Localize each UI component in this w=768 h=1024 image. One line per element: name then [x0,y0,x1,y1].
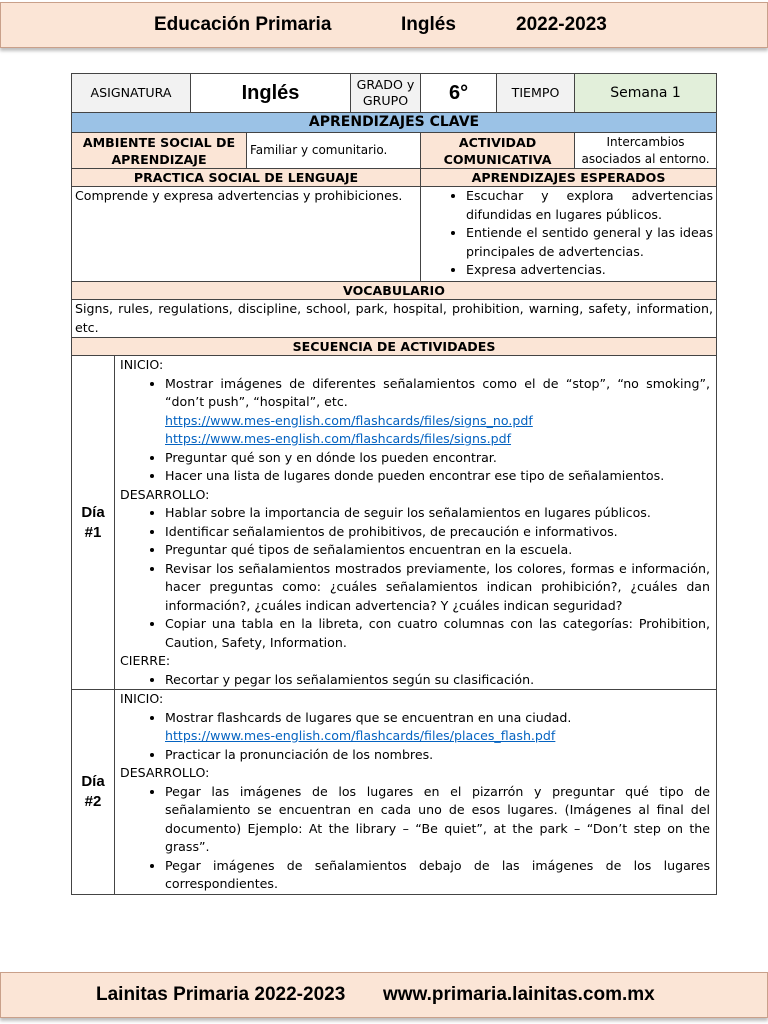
actividad-label: ACTIVIDAD COMUNICATIVA [421,133,575,169]
asignatura-value: Inglés [191,74,351,113]
ambiente-label: AMBIENTE SOCIAL DE APRENDIZAJE [72,133,247,169]
list-item: Mostrar imágenes de diferentes señalamientos como el de “stop”, “no smoking”, “don’t push”, “hospital”, etc. [165,375,711,409]
header-subject: Inglés [401,14,456,35]
day1-desarrollo-heading: DESARROLLO: [120,486,210,502]
list-item: • Hacer una lista de lugares donde pueden encontrar ese tipo de señalamientos. [165,467,710,486]
header-year: 2022-2023 [516,14,607,35]
list-item: • Preguntar qué son y en dónde los pueden encontrar. [165,449,710,468]
list-item: • Recortar y pegar los señalamientos según su clasificación. [165,671,710,690]
info-row [72,74,717,113]
day1-label: Día #1 [72,356,115,690]
vocabulario-value: Signs, rules, regulations, discipline, school, park, hospital, prohibition, warning, safety, information, etc. [72,300,717,338]
places-flash-link[interactable]: https://www.mes-english.com/flashcards/files/places_flash.pdf [165,728,556,743]
grado-value: 6° [421,74,497,113]
secuencia-label: SECUENCIA DE ACTIVIDADES [72,338,717,356]
list-item: • Expresa advertencias. [466,261,713,280]
actividad-value: Intercambios asociados al entorno. [575,133,717,169]
lesson-plan-table [71,73,717,895]
tiempo-label: TIEMPO [497,74,575,113]
aprendizajes-clave-heading: APRENDIZAJES CLAVE [72,113,717,133]
footer-url: www.primaria.lainitas.com.mx [383,984,655,1005]
day1-cierre-heading: CIERRE: [120,653,171,668]
list-item: • Pegar las imágenes de los lugares en el pizarrón y preguntar qué tipo de señalamiento se encuentran en cada uno de esos lugares. (Imágenes al final del documento) Ejemplo: At the library – “Be quiet”, at the park – “Don’t step on the grass”. [165,783,710,857]
aprendizajes-list-cell [421,187,717,282]
tiempo-value: Semana 1 [575,74,717,113]
header-level: Educación Primaria [154,14,332,35]
list-item: • Revisar los señalamientos mostrados previamente, los colores, formas e información, hacer preguntas como: ¿cuáles señalamientos indican prohibición?, ¿cuáles dan información?, ¿cuáles indican advertencia? Y ¿cuáles indican seguridad? [165,560,710,616]
list-item: Mostrar flashcards de lugares que se encuentran en una ciudad. [165,709,572,725]
list-item: • Practicar la pronunciación de los nombres. [165,746,710,765]
day1-inicio-heading: INICIO: [120,357,164,372]
day2-label: Día #2 [72,690,115,895]
signs-no-link[interactable]: https://www.mes-english.com/flashcards/files/signs_no.pdf [165,412,533,428]
list-item: • Identificar señalamientos de prohibitivos, de precaución e informativos. [165,523,710,542]
list-item: • Hablar sobre la importancia de seguir los señalamientos en lugares públicos. [165,504,710,523]
aprendizajes-label: APRENDIZAJES ESPERADOS [421,169,717,187]
grado-label: GRADO y GRUPO [351,74,421,113]
header-banner [0,2,768,48]
day2-inicio-heading: INICIO: [120,691,164,706]
day2-content [115,690,717,895]
day2-row [72,690,717,895]
asignatura-label: ASIGNATURA [72,74,191,113]
footer-brand: Lainitas Primaria 2022-2023 [96,984,346,1005]
list-item: • Pegar imágenes de señalamientos debajo de las imágenes de los lugares correspondientes. [165,857,710,894]
day1-content [115,356,717,690]
day1-row [72,356,717,690]
list-item: • Copiar una tabla en la libreta, con cuatro columnas con las categorías: Prohibition, Caution, Safety, Information. [165,615,710,652]
practica-label: PRACTICA SOCIAL DE LENGUAJE [72,169,421,187]
ambiente-value: Familiar y comunitario. [247,133,421,169]
vocabulario-label: VOCABULARIO [72,282,717,300]
aprendizajes-list [424,187,713,280]
footer-banner [0,972,768,1018]
practica-value: Comprende y expresa advertencias y prohibiciones. [72,187,421,282]
list-item: • Preguntar qué tipos de señalamientos encuentran en la escuela. [165,541,710,560]
day2-desarrollo-heading: DESARROLLO: [120,765,210,780]
signs-link[interactable]: https://www.mes-english.com/flashcards/files/signs.pdf [165,431,512,446]
list-item: • Entiende el sentido general y las ideas principales de advertencias. [466,224,713,261]
list-item: • Escuchar y explora advertencias difundidas en lugares públicos. [466,187,713,224]
